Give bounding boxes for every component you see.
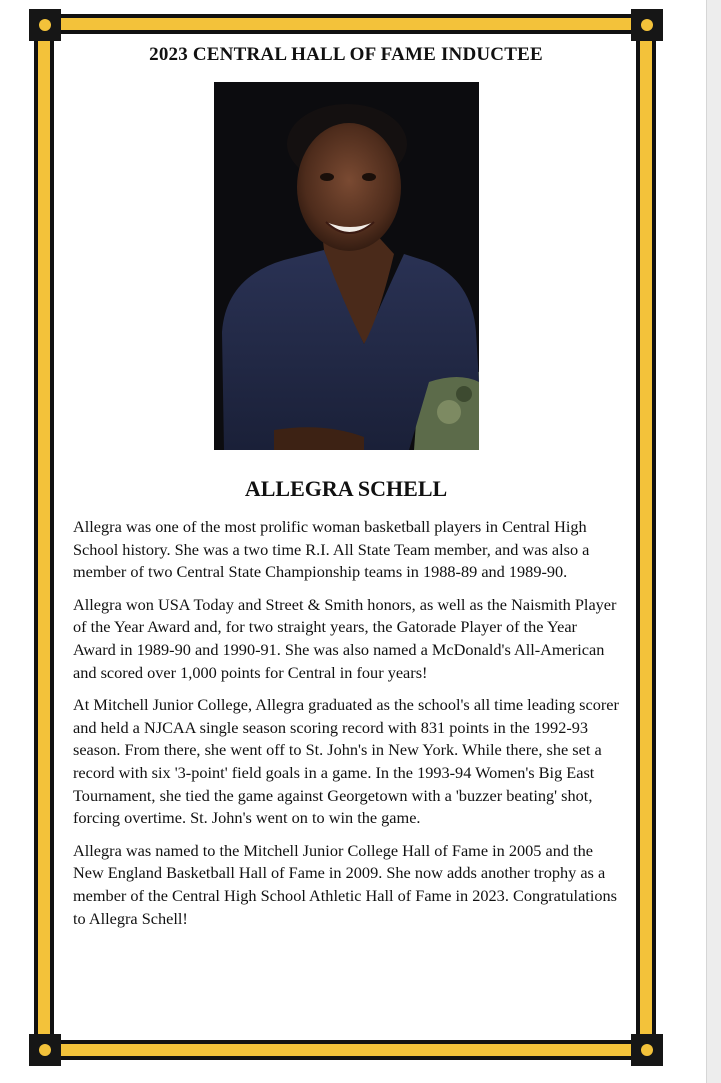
frame-top-bar	[44, 14, 636, 34]
bio-paragraph: Allegra was named to the Mitchell Junior College Hall of Fame in 2005 and the New England Basketball Hall of Fame in 2009. She now adds another trophy as a member of the Central High School Athletic Hall of Fame in 2023. Congratulations to Allegra Schell!	[73, 840, 617, 928]
frame-right-bar	[636, 26, 656, 1050]
bio-paragraph: At Mitchell Junior College, Allegra graduated as the school's all time leading scorer and held a NJCAA single season scoring record with 831 points in the 1992-93 season. From there, she went off to St. John's in New York. While there, she set a record with six '3-point' field goals in a game. In the 1993-94 Women's Big East Tournament, she tied the game against Georgetown with a 'buzzer beating' shot, forcing overtime. St. John's went on to win the game.	[73, 695, 619, 828]
frame-corner-top-left	[29, 9, 61, 41]
frame-bottom-bar	[44, 1040, 636, 1060]
bio-paragraph: Allegra was one of the most prolific woman basketball players in Central High School history. She was a two time R.I. All State Team member, and was also a member of two Central State Championship teams in 1988-89 and 1989-90.	[73, 517, 590, 582]
frame-left-bar	[34, 26, 54, 1050]
frame-corner-bottom-right	[631, 1034, 663, 1066]
frame-corner-top-right	[631, 9, 663, 41]
inductee-name: ALLEGRA SCHELL	[244, 476, 448, 501]
inductee-bio	[73, 516, 621, 940]
inductee-photo	[214, 82, 479, 450]
bio-paragraph: Allegra won USA Today and Street & Smith honors, as well as the Naismith Player of the Year Award and, for two straight years, the Gatorade Player of the Year Award in 1989-90 and 1990-91. She was also named a McDonald's All-American and scored over 1,000 points for Central in four years!	[73, 594, 617, 682]
card-content	[60, 38, 632, 928]
frame-corner-bottom-left	[29, 1034, 61, 1066]
page-title: 2023 CENTRAL HALL OF FAME INDUCTEE	[149, 44, 543, 65]
page-edge	[706, 0, 721, 1083]
